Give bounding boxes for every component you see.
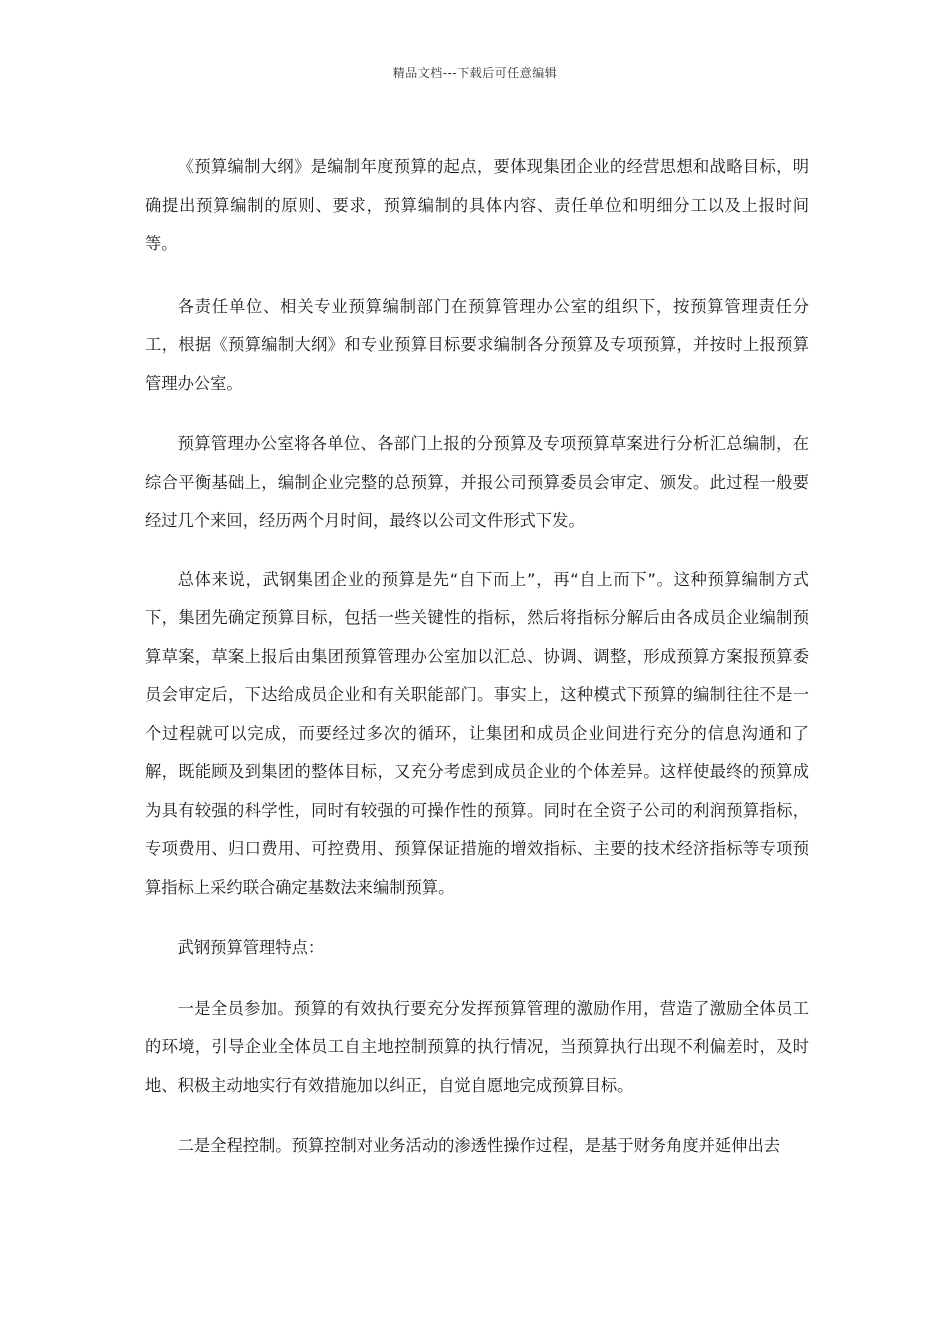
paragraph-overall-summary: 总体来说，武钢集团企业的预算是先“自下而上”，再“自上而下”。这种预算编制方式下，集团先确定预算目标，包括一些关键性的指标，然后将指标分解后由各成员企业编制预算草案，草案上报后由集团预算管理办公室加以汇总、协调、调整，形成预算方案报预算委员会审定后，下达给成员企业和有关职能部门。事实上，这种模式下预算的编制往往不是一个过程就可以完成，而要经过多次的循环，让集团和成员企业间进行充分的信息沟通和了解，既能顾及到集团的整体目标，又充分考虑到成员企业的个体差异。这样使最终的预算成为具有较强的科学性，同时有较强的可操作性的预算。同时在全资子公司的利润预算指标，专项费用、归口费用、可控费用、预算保证措施的增效指标、主要的技术经济指标等专项预算指标上采约联合确定基数法来编制预算。 (145, 569, 809, 897)
paragraph-full-participation: 一是全员参加。预算的有效执行要充分发挥预算管理的激励作用，营造了激励全体员工的环境，引导企业全体员工自主地控制预算的执行情况，当预算执行出现不利偏差时，及时地、积极主动地实行有效措施加以纠正，自觉自愿地完成预算目标。 (145, 998, 809, 1095)
document-body (145, 148, 809, 1187)
page-header: 精品文档---下载后可任意编辑 (392, 66, 558, 80)
paragraph-budget-office: 预算管理办公室将各单位、各部门上报的分预算及专项预算草案进行分析汇总编制，在综合平衡基础上，编制企业完整的总预算，并报公司预算委员会审定、颁发。此过程一般要经过几个来回，经历两个月时间，最终以公司文件形式下发。 (145, 434, 809, 530)
paragraph-features-heading: 武钢预算管理特点： (177, 938, 325, 957)
paragraph-responsibility-units: 各责任单位、相关专业预算编制部门在预算管理办公室的组织下，按预算管理责任分工，根据《预算编制大纲》和专业预算目标要求编制各分预算及专项预算，并按时上报预算管理办公室。 (145, 296, 809, 393)
paragraph-budget-outline: 《预算编制大纲》是编制年度预算的起点，要体现集团企业的经营思想和战略目标，明确提出预算编制的原则、要求，预算编制的具体内容、责任单位和明细分工以及上报时间等。 (145, 157, 809, 253)
paragraph-full-control: 二是全程控制。预算控制对业务活动的渗透性操作过程，是基于财务角度并延伸出去 (177, 1136, 781, 1155)
